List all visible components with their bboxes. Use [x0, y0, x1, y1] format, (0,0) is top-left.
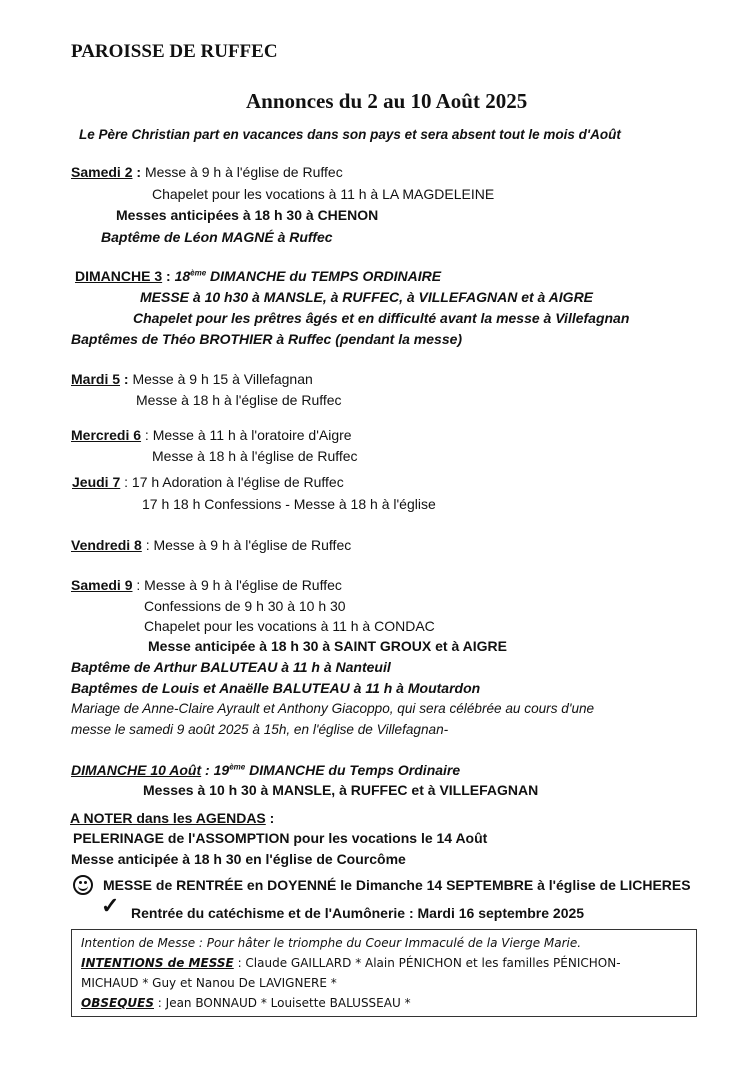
samedi2-line3: Messes anticipées à 18 h 30 à CHENON [116, 207, 379, 223]
parish-name: PAROISSE DE RUFFEC [71, 41, 278, 62]
agenda-line1: PELERINAGE de l'ASSOMPTION pour les vocations le 14 Août [73, 830, 488, 846]
dimanche10-line1: DIMANCHE 10 Août : 19ème DIMANCHE du Temps Ordinaire [71, 762, 461, 778]
jeudi7-line1: Jeudi 7 : 17 h Adoration à l'église de Ruffec [72, 474, 344, 490]
samedi9-line4: Messe anticipée à 18 h 30 à SAINT GROUX et à AIGRE [148, 638, 507, 654]
samedi9-line2: Confessions de 9 h 30 à 10 h 30 [144, 598, 346, 614]
samedi9-line6: Baptêmes de Louis et Anaëlle BALUTEAU à 11 h à Moutardon [71, 680, 481, 696]
day-label: Samedi 2 [71, 164, 133, 180]
intentions-de-messe: INTENTIONS de MESSE : Claude GAILLARD * Alain PÉNICHON et les familles PÉNICHON- [81, 956, 621, 970]
samedi2-line4: Baptême de Léon MAGNÉ à Ruffec [101, 229, 333, 245]
day-label: Jeudi 7 [72, 474, 121, 490]
day-label: Mardi 5 [71, 371, 121, 387]
absence-notice: Le Père Christian part en vacances dans son pays et sera absent tout le mois d'Août [79, 127, 621, 142]
samedi9-line7: Mariage de Anne-Claire Ayrault et Anthony Giacoppo, qui sera célébrée au cours d'une [71, 701, 595, 716]
day-label: DIMANCHE 10 Août [71, 762, 202, 778]
samedi2-line2: Chapelet pour les vocations à 11 h à LA MAGDELEINE [152, 186, 495, 202]
agenda-line3: MESSE de RENTRÉE en DOYENNÉ le Dimanche 14 SEPTEMBRE à l'église de LICHERES [103, 877, 691, 893]
mercredi6-line1: Mercredi 6 : Messe à 11 h à l'oratoire d'Aigre [71, 427, 352, 443]
check-icon: ✓ [101, 893, 120, 918]
dimanche3-line3: Chapelet pour les prêtres âgés et en difficulté avant la messe à Villefagnan [133, 310, 630, 326]
obseques: OBSEQUES : Jean BONNAUD * Louisette BALUSSEAU * [81, 996, 411, 1010]
day-label: Vendredi 8 [71, 537, 142, 553]
intentions-continued: MICHAUD * Guy et Nanou De LAVIGNERE * [81, 976, 337, 990]
dimanche3-line2: MESSE à 10 h30 à MANSLE, à RUFFEC, à VILLEFAGNAN et à AIGRE [140, 289, 594, 305]
day-label: Mercredi 6 [71, 427, 142, 443]
samedi9-line5: Baptême de Arthur BALUTEAU à 11 h à Nanteuil [71, 659, 391, 675]
day-label: Samedi 9 [71, 577, 133, 593]
agenda-heading: A NOTER dans les AGENDAS : [70, 810, 275, 826]
intention-line: Intention de Messe : Pour hâter le triomphe du Coeur Immaculé de la Vierge Marie. [81, 936, 582, 950]
page-title: Annonces du 2 au 10 Août 2025 [246, 89, 528, 113]
samedi9-line8: messe le samedi 9 août 2025 à 15h, en l'église de Villefagnan- [71, 722, 449, 737]
samedi2-line1: Samedi 2 : Messe à 9 h à l'église de Ruffec [71, 164, 343, 180]
day-label: DIMANCHE 3 [75, 268, 163, 284]
samedi9-line1: Samedi 9 : Messe à 9 h à l'église de Ruffec [71, 577, 342, 593]
agenda-line2: Messe anticipée à 18 h 30 en l'église de Courcôme [71, 851, 406, 867]
mardi5-line2: Messe à 18 h à l'église de Ruffec [136, 392, 342, 408]
dimanche3-line4: Baptêmes de Théo BROTHIER à Ruffec (pendant la messe) [71, 331, 463, 347]
jeudi7-line2: 17 h 18 h Confessions - Messe à 18 h à l'église [142, 496, 436, 512]
smiley-icon [73, 875, 93, 895]
dimanche3-line1: DIMANCHE 3 : 18ème DIMANCHE du TEMPS ORDINAIRE [75, 268, 442, 284]
samedi9-line3: Chapelet pour les vocations à 11 h à CONDAC [144, 618, 435, 634]
mercredi6-line2: Messe à 18 h à l'église de Ruffec [152, 448, 358, 464]
dimanche10-line2: Messes à 10 h 30 à MANSLE, à RUFFEC et à VILLEFAGNAN [143, 782, 539, 798]
mardi5-line1: Mardi 5 : Messe à 9 h 15 à Villefagnan [71, 371, 313, 387]
vendredi8-line1: Vendredi 8 : Messe à 9 h à l'église de Ruffec [71, 537, 352, 553]
intentions-box [71, 929, 697, 1017]
agenda-line4: Rentrée du catéchisme et de l'Aumônerie : Mardi 16 septembre 2025 [131, 905, 585, 921]
